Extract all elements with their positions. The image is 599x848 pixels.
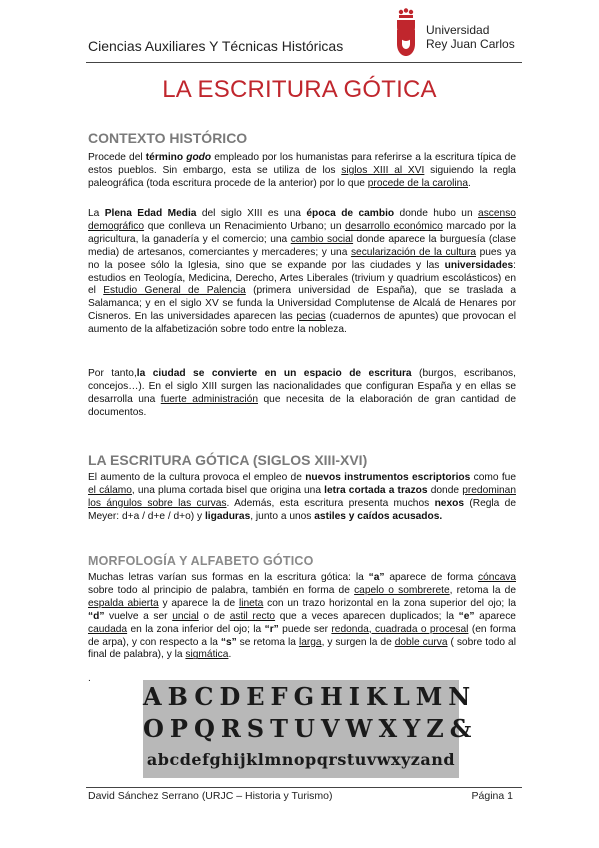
- underlined-term: el cálamo: [88, 484, 132, 496]
- underlined-term: espalda abierta: [88, 597, 159, 609]
- underlined-term: caudada: [88, 623, 128, 635]
- underlined-term: uncial: [172, 610, 199, 622]
- bold-term: ligaduras: [204, 510, 251, 522]
- text-run: , junto a unos: [250, 510, 315, 522]
- section-heading-morfologia: MORFOLOGÍA Y ALFABETO GÓTICO: [88, 554, 314, 568]
- section-heading-escritura: LA ESCRITURA GÓTICA (SIGLOS XIII-XVI): [88, 452, 368, 468]
- text-run: aparece: [474, 610, 516, 622]
- text-run: y aparece la de: [158, 597, 239, 609]
- text-run: que a veces aparecen duplicados; la: [275, 610, 459, 622]
- bold-term: “d”: [88, 610, 105, 622]
- bold-term: la ciudad se convierte en un espacio de escritura: [136, 368, 412, 379]
- text-run: aparece de forma: [384, 572, 479, 583]
- underlined-term: pecias: [296, 311, 326, 323]
- bold-term: letra cortada a trazos: [324, 484, 428, 496]
- alphabet-uppercase-row-1: ABCDEFGHIKLMN: [143, 682, 477, 711]
- bold-term: término: [145, 152, 187, 163]
- bold-term: “a”: [368, 572, 385, 583]
- bold-term: “r”: [264, 623, 279, 635]
- text-run: (cuadernos de apuntes) que provocan el aumento de la alfabetización sobre todo entre la nobleza.: [88, 311, 516, 336]
- text-run: del siglo XIII es una: [196, 208, 307, 219]
- section-heading-contexto: CONTEXTO HISTÓRICO: [88, 130, 248, 146]
- bold-term: “e”: [458, 610, 475, 622]
- alphabet-uppercase-row-2: OPQRSTUVWXYZ&: [143, 714, 478, 743]
- text-run: con un trazo horizontal en la zona superior del ojo; la: [263, 597, 516, 609]
- underlined-term: procede de la carolina: [367, 177, 469, 189]
- text-run: se retoma la: [236, 636, 299, 648]
- text-run: donde hubo un: [394, 208, 479, 219]
- bold-term: astiles y caídos acusados.: [314, 510, 443, 522]
- bold-term: nuevos instrumentos escriptorios: [305, 472, 471, 483]
- footer-divider: [86, 787, 522, 788]
- university-line-2: Rey Juan Carlos: [426, 37, 515, 51]
- underlined-term: lineta: [238, 597, 264, 609]
- text-run: puede ser: [278, 623, 332, 635]
- text-run: marcado por la agricultura, la ganadería y el comercio; una: [88, 220, 516, 245]
- text-run: que conlleva un Renacimiento Urbano; un: [144, 220, 346, 232]
- gothic-alphabet-image: [143, 680, 478, 778]
- underlined-term: redonda, cuadrada o procesal: [331, 623, 469, 635]
- text-run: (en forma de arpa), y con respecto a la: [88, 623, 516, 648]
- underlined-term: fuerte administración: [160, 393, 258, 405]
- text-run: Por tanto,: [88, 368, 137, 379]
- bold-term: nexos: [434, 497, 465, 509]
- paragraph-contexto-1: [88, 152, 516, 191]
- text-run: donde: [427, 484, 463, 496]
- text-run: pues ya no la posee sólo la Iglesia, sino que se expande por las ciudades y las: [88, 246, 516, 271]
- text-run: : estudios en Teología, Medicina, Derecho, Artes Liberales (trivium y quadrium escolásticos) en el: [88, 259, 516, 297]
- text-run: , una pluma cortada bisel que origina una: [131, 484, 325, 496]
- university-name: [426, 23, 515, 51]
- paragraph-contexto-3: [88, 368, 516, 420]
- text-run: donde aparece la burguesía (clase media) de artesanos, comerciantes y mercaderes; y una: [88, 233, 517, 258]
- paragraph-escritura-1: [88, 472, 516, 524]
- text-run: , retoma la de: [449, 584, 516, 596]
- bold-term: universidades: [444, 259, 514, 271]
- underlined-term: predominan los ángulos sobre las curvas: [88, 484, 516, 509]
- university-line-1: Universidad: [426, 23, 490, 37]
- underlined-term: desarrollo económico: [345, 220, 443, 232]
- stray-dot: .: [88, 673, 91, 684]
- text-run: . Además, esta escritura presenta muchos: [226, 497, 435, 509]
- paragraph-morfologia-1: [88, 572, 516, 662]
- footer-page-number: Página 1: [471, 790, 513, 802]
- document-title: LA ESCRITURA GÓTICA: [162, 76, 437, 103]
- underlined-term: sigmática: [185, 649, 229, 661]
- text-run: El aumento de la cultura provoca el empleo de: [88, 472, 306, 483]
- text-run: (burgos, escribanos, concejos…). En el siglo XIII surgen las nacionalidades que configuran España y en ellas se desarrolla una: [88, 368, 516, 405]
- underlined-term: doble curva: [394, 636, 448, 648]
- text-run: .: [468, 177, 471, 189]
- text-run: en la zona inferior del ojo; la: [127, 623, 265, 635]
- text-run: La: [88, 208, 105, 219]
- underlined-term: Estudio General de Palencia: [103, 285, 246, 297]
- underlined-term: secularización de la cultura: [350, 246, 477, 258]
- text-run: sobre todo al principio de palabra, también en forma de: [88, 584, 355, 596]
- bold-term: Plena Edad Media: [104, 208, 197, 219]
- bold-term: “s”: [220, 636, 237, 648]
- alphabet-lowercase-row: abcdefghijklmnopqrstuvwxyzand: [146, 750, 456, 769]
- underlined-term: ascenso demográfico: [88, 208, 516, 232]
- text-run: .: [228, 649, 232, 661]
- text-run: que necesita de la elaboración de gran cantidad de documentos.: [88, 393, 516, 418]
- text-run: como fue: [470, 472, 516, 483]
- text-run: Muchas letras varían sus formas en la escritura gótica: la: [88, 572, 369, 583]
- text-run: (Regla de Meyer: d+a / d+e / d+o) y: [88, 497, 517, 522]
- underlined-term: capelo o sombrerete: [354, 584, 450, 596]
- header-divider: [86, 62, 522, 63]
- text-run: , y surgen la de: [321, 636, 395, 648]
- text-run: Procede del: [88, 152, 146, 163]
- header-course-title: Ciencias Auxiliares Y Técnicas Históricas: [88, 38, 344, 54]
- underlined-term: astil recto: [229, 610, 276, 622]
- text-run: o de: [198, 610, 230, 622]
- underlined-term: larga: [298, 636, 322, 648]
- paragraph-contexto-2: [88, 208, 516, 337]
- underlined-term: cóncava: [478, 572, 516, 583]
- text-run: (primera universidad de España), que se traslada a Salamanca; y en el siglo XV se funda la Universidad Complutense de Alcalá de Henares por Cisneros. En las universidades aparecen las: [88, 285, 516, 323]
- text-run: vuelve a ser: [104, 610, 173, 622]
- text-run: empleado por los humanistas para referirse a la escritura típica de estos pueblos. Sin embargo, esta se utiliza de los: [88, 152, 516, 176]
- bold-term: godo: [186, 152, 212, 163]
- text-run: siguiendo la regla paleográfica (toda escritura procede de la anterior) por lo que: [88, 164, 516, 189]
- footer-author: David Sánchez Serrano (URJC – Historia y Turismo): [88, 790, 333, 802]
- text-run: ( sobre todo al final de palabra), y la: [88, 636, 516, 661]
- underlined-term: cambio social: [290, 233, 354, 245]
- underlined-term: siglos XIII al XVI: [341, 164, 425, 176]
- bold-term: época de cambio: [306, 208, 395, 219]
